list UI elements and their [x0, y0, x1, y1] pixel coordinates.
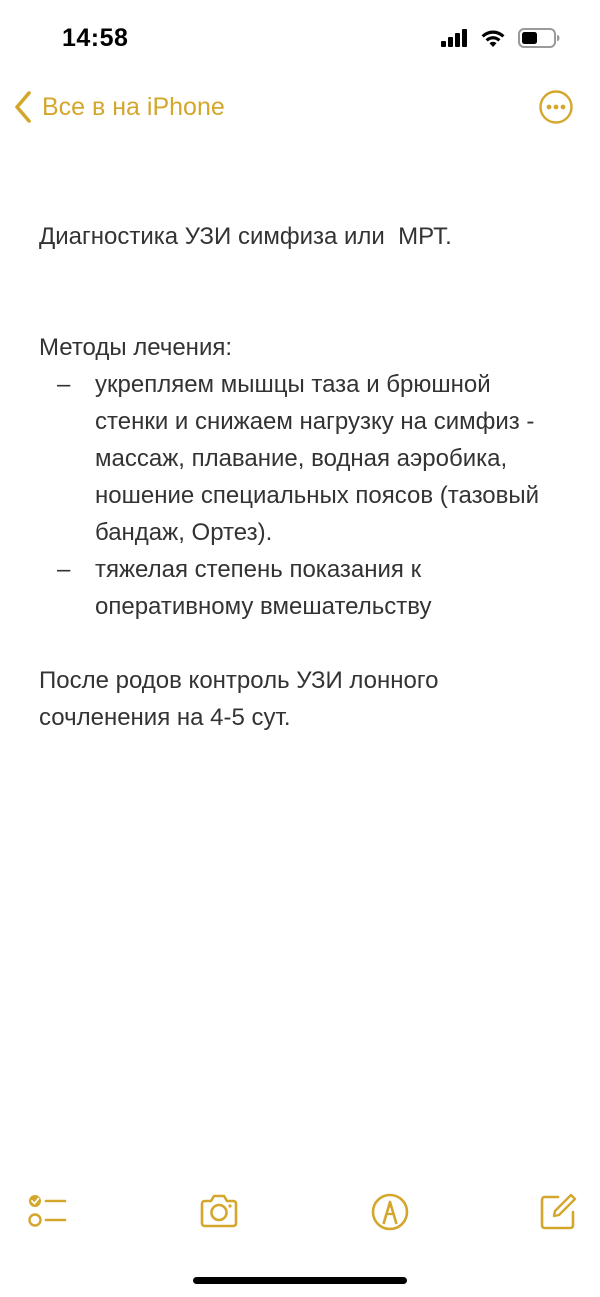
status-icons [441, 28, 560, 48]
more-options-icon[interactable] [538, 89, 574, 125]
battery-icon [518, 28, 560, 48]
nav-bar [0, 84, 600, 132]
note-line-after-birth: После родов контроль УЗИ лонного сочленения на 4-5 сут. [39, 667, 446, 731]
checklist-icon[interactable] [26, 1190, 70, 1234]
bottom-toolbar [0, 1190, 600, 1238]
list-dash: – [57, 371, 71, 398]
camera-icon[interactable] [197, 1190, 241, 1234]
note-blank-lines [39, 255, 569, 329]
wifi-icon [480, 29, 506, 48]
status-time: 14:58 [62, 24, 129, 52]
markup-pen-icon[interactable] [368, 1190, 412, 1234]
chevron-left-icon [12, 89, 34, 125]
note-blank-line [39, 625, 569, 662]
list-item [39, 551, 569, 625]
status-bar [0, 0, 600, 80]
note-body[interactable] [39, 218, 569, 736]
note-bullet-list [39, 366, 569, 625]
list-dash: – [57, 556, 71, 583]
back-label: Все в на iPhone [42, 93, 225, 121]
cellular-signal-icon [441, 29, 468, 47]
list-item-text: укрепляем мышцы таза и брюшной стенки и снижаем нагрузку на симфиз - массаж, плавание, водная аэробика, ношение специальных поясов (тазовый бандаж, Ортез). [95, 371, 540, 546]
compose-icon[interactable] [536, 1190, 580, 1234]
note-line-diagnostics: Диагностика УЗИ симфиза или МРТ. [39, 223, 452, 250]
list-item [39, 366, 569, 551]
back-button[interactable] [12, 88, 225, 126]
list-item-text: тяжелая степень показания к оперативному вмешательству [95, 556, 432, 620]
note-methods-heading: Методы лечения: [39, 334, 233, 361]
home-indicator[interactable] [193, 1277, 407, 1284]
